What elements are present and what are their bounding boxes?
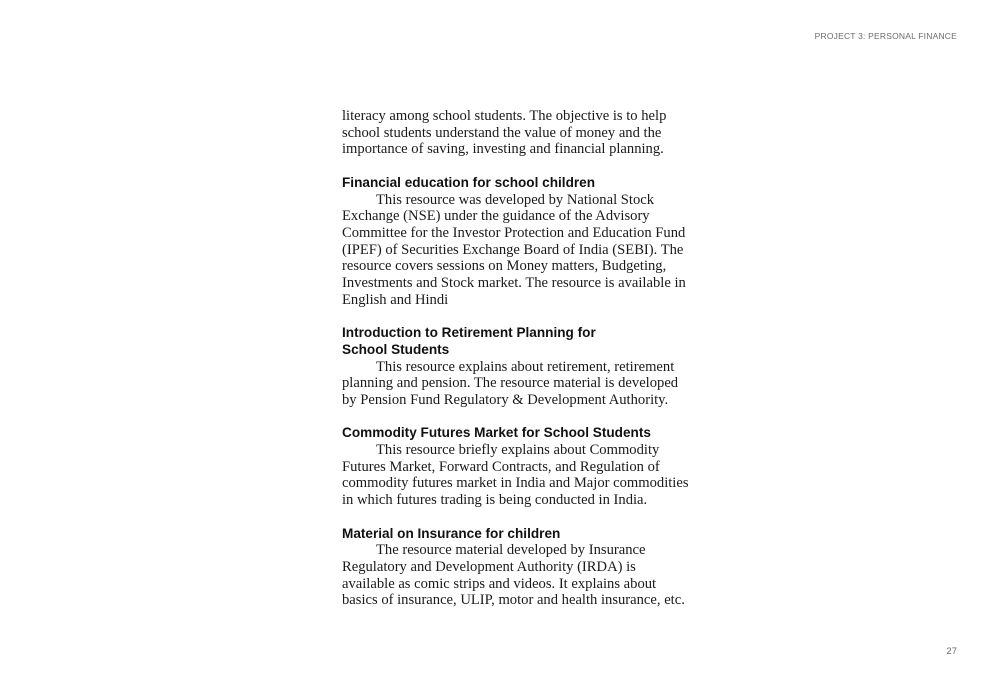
section-body: The resource material developed by Insurance Regulatory and Development Authority (IRDA) is available as comic strips and videos. It explains about basics of insurance, ULIP, motor and health insurance, etc. [342, 542, 685, 609]
section-body: This resource briefly explains about Commodity Futures Market, Forward Contracts, and Regulation of commodity futures market in India and Major commodities in which futures trading is being conducted in India. [342, 442, 689, 509]
section-body: This resource explains about retirement, retirement planning and pension. The resource material is developed by Pension Fund Regulatory & Development Authority. [342, 358, 679, 408]
section-heading: Introduction to Retirement Planning for School Students [342, 325, 596, 357]
section-financial-education [342, 175, 692, 309]
section-heading: Financial education for school children [342, 174, 596, 190]
section-commodity-futures [342, 425, 692, 509]
section-insurance [342, 526, 692, 610]
page-content [342, 108, 692, 609]
page-number: 27 [946, 646, 957, 657]
running-head: PROJECT 3: PERSONAL FINANCE [814, 31, 957, 41]
section-heading: Material on Insurance for children [342, 525, 561, 541]
intro-paragraph: literacy among school students. The objective is to help school students understand the value of money and the importance of saving, investing and financial planning. [342, 108, 667, 158]
section-body: This resource was developed by National Stock Exchange (NSE) under the guidance of the Advisory Committee for the Investor Protection and Education Fund (IPEF) of Securities Exchange Board of India (SEBI). The resource covers sessions on Money matters, Budgeting, Investments and Stock market. The resource is available in English and Hindi [342, 191, 686, 308]
section-heading: Commodity Futures Market for School Students [342, 425, 651, 441]
section-retirement-planning [342, 325, 692, 409]
